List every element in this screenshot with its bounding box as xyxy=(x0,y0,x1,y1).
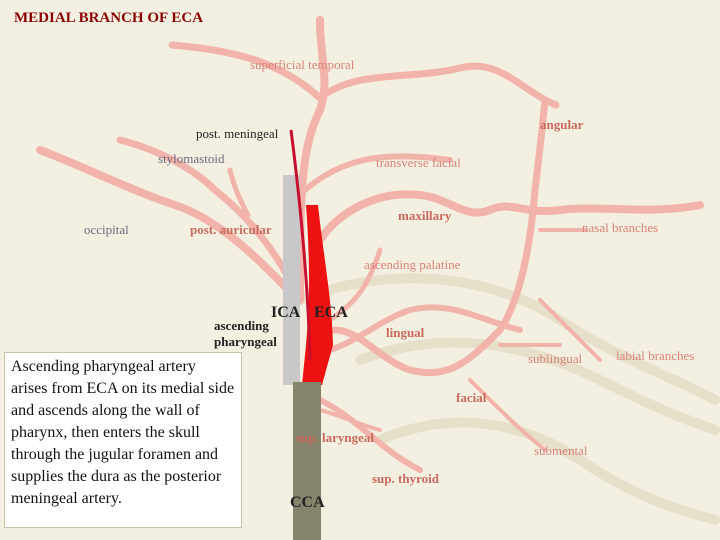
label-lingual: lingual xyxy=(386,325,425,340)
superficial-temporal-frontal-branch xyxy=(172,45,322,100)
ica-vessel xyxy=(283,175,300,385)
label-ica: ICA xyxy=(271,304,301,321)
cca-vessel xyxy=(293,382,321,540)
label-superficial-temporal: superficial temporal xyxy=(250,57,355,72)
label-nasal-branches: nasal branches xyxy=(582,220,659,235)
label-maxillary: maxillary xyxy=(398,208,452,223)
label-post-auricular: post. auricular xyxy=(190,222,272,237)
description-box: Ascending pharyngeal artery arises from ECA on its medial side and ascends along the wall of pharynx, then enters the skull through the jugular foramen and supplies the dura as the posterior meningeal artery. xyxy=(4,352,242,528)
label-angular: angular xyxy=(540,117,584,132)
superficial-temporal-parietal-branch xyxy=(324,66,556,105)
label-occipital: occipital xyxy=(84,222,129,237)
label-cca: CCA xyxy=(290,494,325,511)
label-transverse-facial: transverse facial xyxy=(376,155,461,170)
label-ascending-pharyngeal: ascending pharyngeal xyxy=(214,318,277,349)
label-sublingual: sublingual xyxy=(528,351,583,366)
page-title: MEDIAL BRANCH OF ECA xyxy=(14,10,204,26)
label-submental: submental xyxy=(534,443,588,458)
label-stylomastoid: stylomastoid xyxy=(158,151,225,166)
label-sup-laryngeal: sup. laryngeal xyxy=(296,430,375,445)
label-ascending-palatine: ascending palatine xyxy=(364,257,461,272)
label-facial: facial xyxy=(456,390,487,405)
label-sup-thyroid: sup. thyroid xyxy=(372,471,439,486)
sup-laryngeal-vessel xyxy=(320,410,380,430)
label-eca: ECA xyxy=(314,304,348,321)
label-labial-branches: labial branches xyxy=(616,348,695,363)
label-post-meningeal: post. meningeal xyxy=(196,126,279,141)
